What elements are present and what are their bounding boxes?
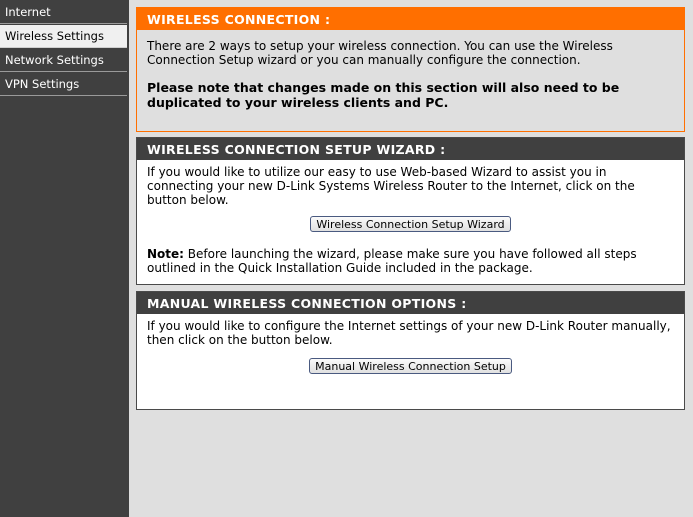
wireless-connection-title: WIRELESS CONNECTION : — [137, 8, 684, 30]
note-label: Note: — [147, 247, 184, 261]
setup-wizard-description: If you would like to utilize our easy to use Web-based Wizard to assist you in connecting your new D-Link Systems Wireless Router to the Internet, click on the button below. — [147, 165, 635, 207]
sidebar-item-network-settings[interactable]: Network Settings — [0, 49, 127, 72]
sidebar-nav — [0, 0, 129, 517]
manual-connection-title: MANUAL WIRELESS CONNECTION OPTIONS : — [137, 292, 684, 314]
note-text: Before launching the wizard, please make sure you have followed all steps outlined in the Quick Installation Guide included in the package. — [147, 247, 637, 275]
wireless-connection-notice: Please note that changes made on this section will also need to be duplicated to your wireless clients and PC. — [147, 80, 620, 110]
sidebar-item-vpn-settings[interactable]: VPN Settings — [0, 73, 127, 96]
wireless-connection-intro: There are 2 ways to setup your wireless connection. You can use the Wireless Connection Setup wizard or you can manually configure the connection. — [147, 39, 613, 67]
manual-setup-button[interactable]: Manual Wireless Connection Setup — [309, 358, 512, 374]
manual-connection-panel — [136, 291, 685, 410]
setup-wizard-panel — [136, 137, 685, 285]
setup-wizard-note — [147, 247, 674, 275]
setup-wizard-button[interactable]: Wireless Connection Setup Wizard — [310, 216, 510, 232]
sidebar-item-wireless-settings[interactable]: Wireless Settings — [0, 25, 127, 48]
main-content — [129, 0, 693, 517]
wireless-connection-panel — [136, 7, 685, 132]
manual-connection-description: If you would like to configure the Internet settings of your new D-Link Router manually, then click on the button below. — [147, 319, 671, 347]
sidebar-item-internet[interactable]: Internet — [0, 1, 127, 24]
setup-wizard-title: WIRELESS CONNECTION SETUP WIZARD : — [137, 138, 684, 160]
